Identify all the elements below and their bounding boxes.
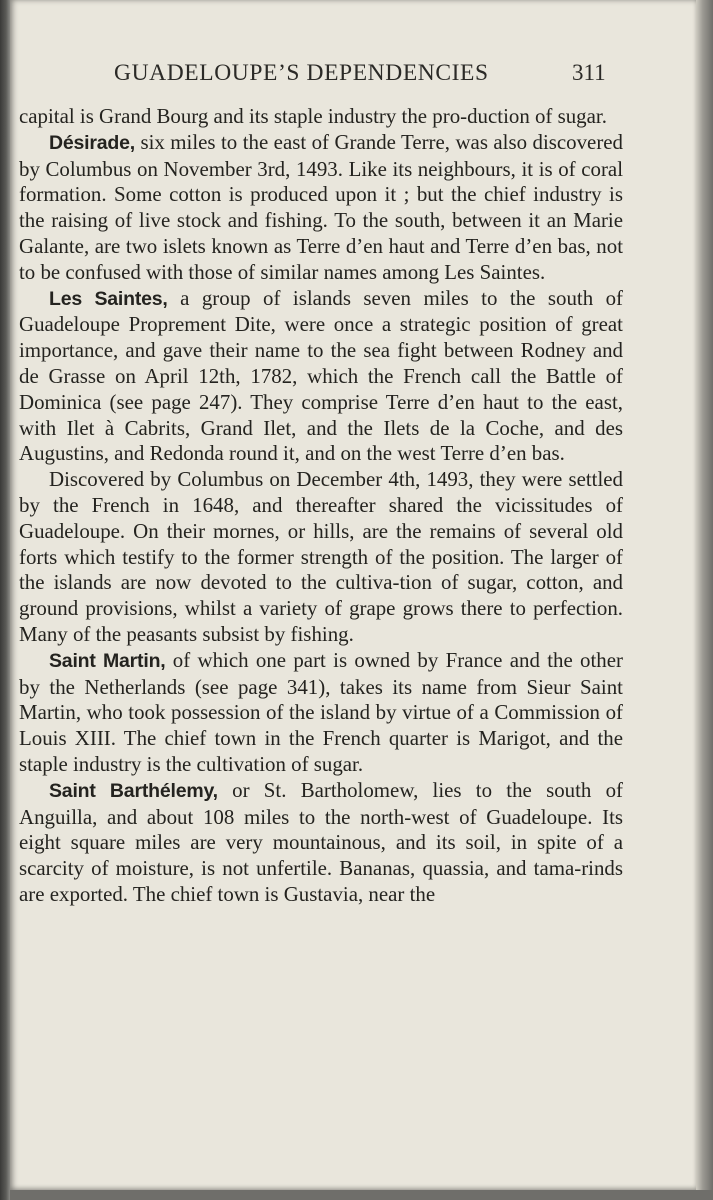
running-header <box>10 60 696 96</box>
headword-les-saintes: Les Saintes, <box>49 287 168 310</box>
paragraph-text: of which one part is owned by France and the other by the Netherlands (see page 341), takes its name from Sieur Saint Martin, who took possession of the island by virtue of a Commission of Louis XIII. The chief town in the French quarter is Marigot, and the staple industry is the cultivation of sugar. <box>19 647 623 776</box>
body-text <box>19 104 623 908</box>
running-title: GUADELOUPE’S DEPENDENCIES <box>114 60 489 86</box>
paragraph-text: a group of islands seven miles to the south of Guadeloupe Proprement Dite, were once a strategic position of great importance, and gave their name to the sea fight between Rodney and de Grasse on April 12th, 1782, which the French call the Battle of Dominica (see page 247). They comprise Terre d’en haut to the east, with Ilet à Cabrits, Grand Ilet, and the Ilets de la Coche, and des Augustins, and Redonda round it, and on the west Terre d’en bas. <box>19 285 624 466</box>
book-page <box>10 0 696 1190</box>
page-bottom-edge <box>10 1190 713 1200</box>
paragraph-saint-martin <box>19 648 623 778</box>
page-fore-edge <box>696 0 713 1200</box>
headword-saint-martin: Saint Martin, <box>49 649 166 672</box>
paragraph-continuation <box>19 104 623 130</box>
paragraph-text: or St. Bartholomew, lies to the south of Anguilla, and about 108 miles to the north-west of Guadeloupe. Its eight square miles are very mountainous, and its soil, in spite of a scarcity of moisture, is not unfertile. Bananas, quassia, and tama-rinds are exported. The chief town is Gustavia, near the <box>19 777 623 906</box>
paragraph-saint-barthelemy <box>19 778 623 908</box>
book-spine-shadow <box>0 0 10 1200</box>
paragraph-text: Discovered by Columbus on December 4th, 1493, they were settled by the French in 1648, and thereafter shared the vicissitudes of Guadeloupe. On their mornes, or hills, are the remains of several old forts which testify to the former strength of the position. The larger of the islands are now devoted to the cultiva-tion of sugar, cotton, and ground provisions, whilst a variety of grape grows there to perfection. Many of the peasants subsist by fishing. <box>19 467 623 646</box>
page-number: 311 <box>572 60 606 85</box>
paragraph-text: capital is Grand Bourg and its staple industry the pro-duction of sugar. <box>19 104 607 128</box>
paragraph-text: six miles to the east of Grande Terre, was also discovered by Columbus on November 3rd, 1493. Like its neighbours, it is of coral formation. Some cotton is produced upon it ; but the chief industry is the raising of live stock and fishing. To the south, between it an Marie Galante, are two islets known as Terre d’en haut and Terre d’en bas, not to be confused with those of similar names among Les Saintes. <box>19 129 623 284</box>
paragraph-discovered <box>19 467 623 648</box>
paragraph-desirade <box>19 130 623 286</box>
headword-saint-barthelemy: Saint Barthélemy, <box>49 779 218 802</box>
paragraph-les-saintes <box>19 286 623 468</box>
headword-desirade: Désirade, <box>49 131 135 154</box>
